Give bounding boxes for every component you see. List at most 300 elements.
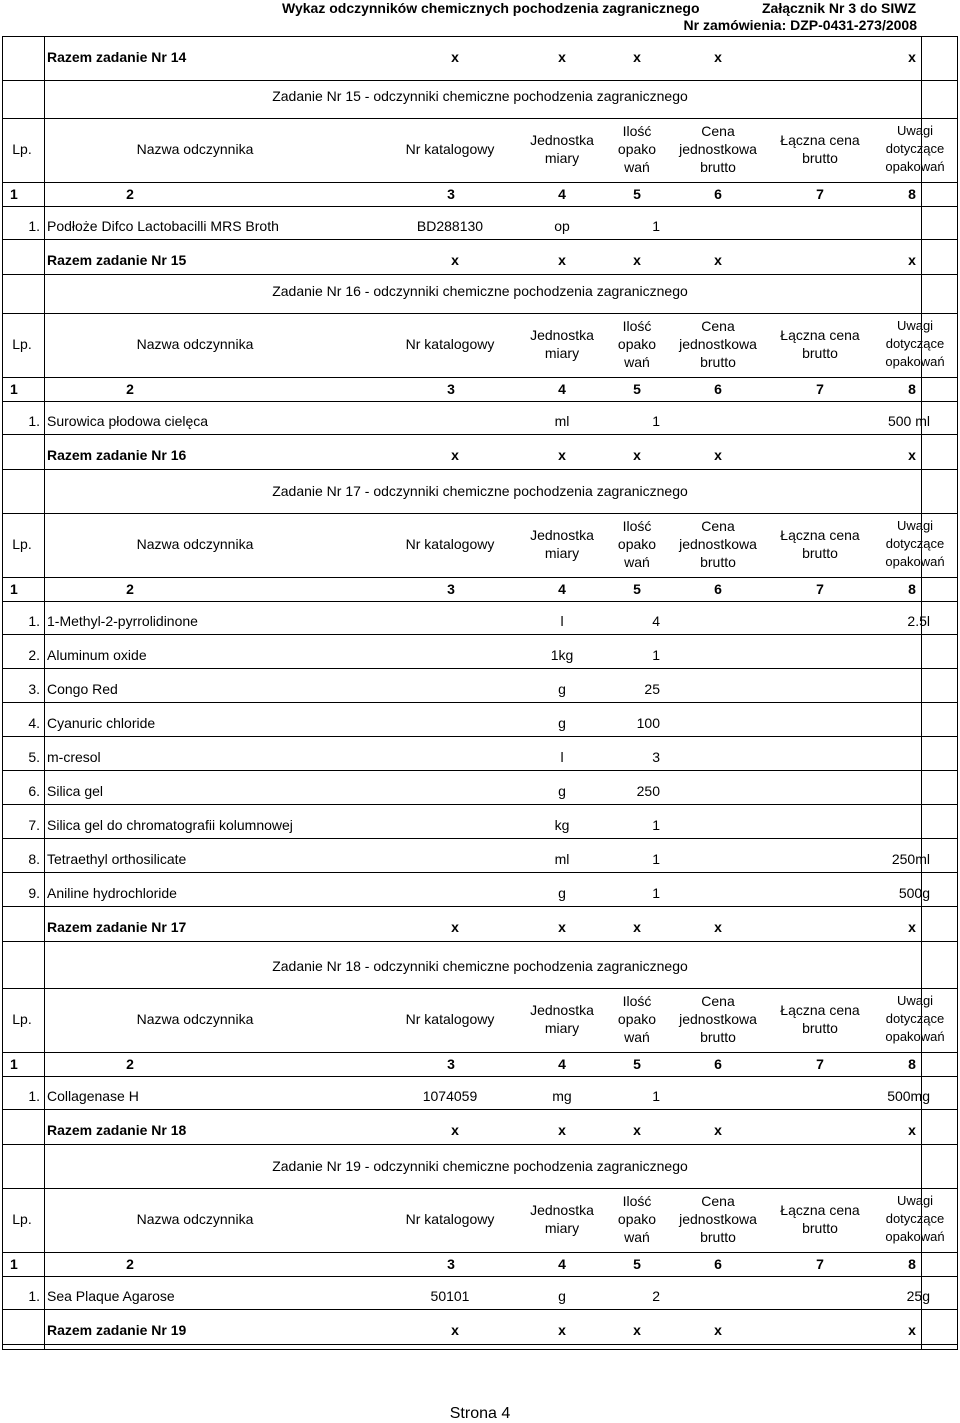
header-catalog-line: Nr katalogowy: [405, 536, 495, 552]
header-notes-line: Uwagi: [896, 318, 934, 333]
page-number: Strona 4: [449, 1405, 511, 1422]
header-notes: [870, 317, 960, 371]
header-lp-line: Lp.: [12, 536, 32, 552]
total-mark: x: [451, 1322, 459, 1338]
header-price-line: jednostkowa: [679, 536, 757, 552]
column-number: 2: [126, 381, 134, 397]
item-lp: 5.: [28, 749, 40, 765]
total-mark: x: [633, 252, 641, 268]
header-lp-line: Lp.: [12, 1011, 32, 1027]
item-notes: 500mg: [887, 1088, 930, 1104]
column-number: 7: [816, 581, 824, 597]
column-number: 5: [633, 1056, 641, 1072]
header-lp: [2, 140, 42, 158]
row-divider: [2, 182, 958, 183]
item-unit: ml: [554, 413, 570, 429]
total-mark: x: [908, 447, 916, 463]
item-lp: 7.: [28, 817, 40, 833]
row-divider: [2, 1052, 958, 1053]
row-divider: [2, 838, 958, 839]
item-qty: 1: [652, 817, 660, 833]
row-divider: [2, 313, 958, 314]
column-number: 5: [633, 1256, 641, 1272]
header-catalog: [390, 1210, 510, 1228]
header-unit-line: miary: [544, 345, 580, 361]
column-number: 2: [126, 1256, 134, 1272]
header-name-line: Nazwa odczynnika: [136, 141, 254, 157]
header-qty-line: Ilość: [622, 318, 652, 334]
header-catalog-line: Nr katalogowy: [405, 1011, 495, 1027]
item-name: Congo Red: [47, 681, 118, 697]
header-name: [100, 1010, 290, 1028]
row-divider: [2, 401, 958, 402]
column-number: 6: [714, 1056, 722, 1072]
header-total-line: Łączna cena: [780, 527, 860, 543]
row-divider: [2, 988, 958, 989]
header-price: [668, 517, 768, 571]
column-number: 8: [908, 581, 916, 597]
header-notes-line: Uwagi: [896, 1193, 934, 1208]
order-number: Nr zamówienia: DZP-0431-273/2008: [683, 17, 917, 33]
header-notes-line: opakowań: [885, 1229, 945, 1244]
total-label: Razem zadanie Nr 17: [47, 919, 187, 935]
column-number: 3: [447, 1056, 455, 1072]
header-unit: [512, 1201, 612, 1237]
section-title: Zadanie Nr 16 - odczynniki chemiczne pochodzenia zagranicznego: [272, 283, 688, 299]
item-name: Collagenase H: [47, 1088, 139, 1104]
item-qty: 25: [644, 681, 660, 697]
header-lp: [2, 1010, 42, 1028]
header-catalog: [390, 535, 510, 553]
header-notes-line: opakowań: [885, 159, 945, 174]
item-name: Silica gel: [47, 783, 104, 799]
item-lp: 1.: [28, 1288, 40, 1304]
document-title: Wykaz odczynników chemicznych pochodzenia zagranicznego: [282, 0, 700, 16]
row-divider: [2, 274, 958, 275]
column-number: 1: [10, 1256, 18, 1272]
header-price-line: brutto: [700, 1229, 736, 1245]
column-number: 3: [447, 581, 455, 597]
item-name: Sea Plaque Agarose: [47, 1288, 175, 1304]
row-divider: [2, 513, 958, 514]
row-divider: [2, 377, 958, 378]
column-number: 1: [10, 381, 18, 397]
header-price-line: brutto: [700, 554, 736, 570]
row-divider: [2, 872, 958, 873]
item-name: Tetraethyl orthosilicate: [47, 851, 187, 867]
header-price-line: brutto: [700, 159, 736, 175]
header-name: [100, 335, 290, 353]
row-divider: [2, 1144, 958, 1145]
header-total-line: brutto: [802, 345, 838, 361]
header-qty-line: opako: [617, 536, 657, 552]
section-title: Zadanie Nr 17 - odczynniki chemiczne pochodzenia zagranicznego: [272, 483, 688, 499]
column-header-row: [0, 1192, 960, 1246]
header-name-line: Nazwa odczynnika: [136, 336, 254, 352]
header-qty-line: Ilość: [622, 1193, 652, 1209]
item-catalog: 1074059: [422, 1088, 478, 1104]
item-unit: l: [560, 613, 564, 629]
header-unit: [512, 526, 612, 562]
header-unit: [512, 1001, 612, 1037]
column-number: 3: [447, 186, 455, 202]
header-unit-line: Jednostka: [530, 527, 594, 543]
column-number: 4: [558, 381, 566, 397]
total-mark: x: [633, 919, 641, 935]
header-price-line: jednostkowa: [679, 141, 757, 157]
total-mark: x: [714, 1322, 722, 1338]
header-notes: [870, 1192, 960, 1246]
column-number: 8: [908, 186, 916, 202]
item-unit: g: [558, 1288, 566, 1304]
item-qty: 1: [652, 218, 660, 234]
item-name: Silica gel do chromatografii kolumnowej: [47, 817, 293, 833]
header-qty-line: Ilość: [622, 518, 652, 534]
header-total: [762, 131, 878, 167]
total-label: Razem zadanie Nr 15: [47, 252, 187, 268]
column-header-row: [0, 992, 960, 1046]
header-unit-line: Jednostka: [530, 1202, 594, 1218]
header-unit-line: Jednostka: [530, 327, 594, 343]
header-price-line: brutto: [700, 354, 736, 370]
header-lp: [2, 535, 42, 553]
row-divider: [2, 941, 958, 942]
header-price-line: Cena: [701, 1193, 735, 1209]
row-divider: [2, 1109, 958, 1110]
header-notes-line: Uwagi: [896, 518, 934, 533]
header-catalog-line: Nr katalogowy: [405, 1211, 495, 1227]
row-divider: [2, 1276, 958, 1277]
column-number: 2: [126, 1056, 134, 1072]
header-notes-line: opakowań: [885, 1029, 945, 1044]
header-name-line: Nazwa odczynnika: [136, 536, 254, 552]
column-number: 4: [558, 186, 566, 202]
header-catalog: [390, 140, 510, 158]
column-number: 3: [447, 381, 455, 397]
item-lp: 6.: [28, 783, 40, 799]
header-price-line: Cena: [701, 318, 735, 334]
header-price: [668, 992, 768, 1046]
column-number: 8: [908, 1056, 916, 1072]
total-mark: x: [633, 1322, 641, 1338]
item-lp: 3.: [28, 681, 40, 697]
header-notes-line: dotyczące: [885, 536, 945, 551]
total-mark: x: [558, 447, 566, 463]
total-mark: x: [714, 919, 722, 935]
header-unit-line: miary: [544, 545, 580, 561]
header-name-line: Nazwa odczynnika: [136, 1211, 254, 1227]
item-name: m-cresol: [47, 749, 101, 765]
total-mark: x: [908, 1322, 916, 1338]
header-catalog-line: Nr katalogowy: [405, 336, 495, 352]
total-mark: x: [908, 919, 916, 935]
item-lp: 1.: [28, 413, 40, 429]
column-number: 8: [908, 381, 916, 397]
header-name: [100, 535, 290, 553]
total-mark: x: [633, 49, 641, 65]
header-price-line: Cena: [701, 123, 735, 139]
item-lp: 2.: [28, 647, 40, 663]
column-number: 6: [714, 381, 722, 397]
item-qty: 1: [652, 1088, 660, 1104]
header-qty-line: wań: [624, 554, 650, 570]
section-title: Zadanie Nr 18 - odczynniki chemiczne pochodzenia zagranicznego: [272, 958, 688, 974]
header-lp-line: Lp.: [12, 336, 32, 352]
total-mark: x: [558, 49, 566, 65]
total-mark: x: [714, 49, 722, 65]
header-qty-line: Ilość: [622, 123, 652, 139]
section-title: Zadanie Nr 15 - odczynniki chemiczne pochodzenia zagranicznego: [272, 88, 688, 104]
item-name: Aniline hydrochloride: [47, 885, 177, 901]
item-lp: 8.: [28, 851, 40, 867]
header-total-line: brutto: [802, 150, 838, 166]
row-divider: [2, 736, 958, 737]
item-unit: g: [558, 715, 566, 731]
header-total: [762, 326, 878, 362]
item-name: Aluminum oxide: [47, 647, 147, 663]
header-unit: [512, 326, 612, 362]
header-name: [100, 140, 290, 158]
header-qty-line: opako: [617, 1211, 657, 1227]
item-unit: g: [558, 783, 566, 799]
column-number: 1: [10, 1056, 18, 1072]
header-price-line: jednostkowa: [679, 1211, 757, 1227]
item-lp: 1.: [28, 1088, 40, 1104]
column-number: 1: [10, 186, 18, 202]
section-title: Zadanie Nr 19 - odczynniki chemiczne pochodzenia zagranicznego: [272, 1158, 688, 1174]
header-name: [100, 1210, 290, 1228]
row-divider: [2, 1344, 958, 1345]
column-number: 4: [558, 1056, 566, 1072]
column-header-row: [0, 122, 960, 176]
header-qty: [600, 122, 674, 176]
total-mark: x: [633, 1122, 641, 1138]
column-number: 2: [126, 581, 134, 597]
header-total-line: Łączna cena: [780, 1002, 860, 1018]
column-number: 5: [633, 186, 641, 202]
header-price-line: jednostkowa: [679, 336, 757, 352]
header-total-line: Łączna cena: [780, 1202, 860, 1218]
header-total-line: brutto: [802, 1220, 838, 1236]
header-qty: [600, 517, 674, 571]
row-divider: [2, 668, 958, 669]
header-unit-line: Jednostka: [530, 1002, 594, 1018]
header-qty-line: opako: [617, 1011, 657, 1027]
header-catalog: [390, 1010, 510, 1028]
column-number: 7: [816, 381, 824, 397]
row-divider: [2, 1252, 958, 1253]
header-notes-line: dotyczące: [885, 336, 945, 351]
item-qty: 1: [652, 851, 660, 867]
item-qty: 1: [652, 885, 660, 901]
item-unit: kg: [554, 817, 570, 833]
attachment-label: Załącznik Nr 3 do SIWZ: [762, 0, 917, 16]
header-lp: [2, 1210, 42, 1228]
header-total-line: brutto: [802, 1020, 838, 1036]
header-lp-line: Lp.: [12, 141, 32, 157]
column-number: 7: [816, 186, 824, 202]
header-notes: [870, 122, 960, 176]
item-qty: 1: [652, 413, 660, 429]
row-divider: [2, 1076, 958, 1077]
header-unit-line: Jednostka: [530, 132, 594, 148]
column-number: 4: [558, 581, 566, 597]
column-number: 1: [10, 581, 18, 597]
total-mark: x: [558, 252, 566, 268]
column-number: 6: [714, 1256, 722, 1272]
item-lp: 1.: [28, 218, 40, 234]
header-notes-line: opakowań: [885, 354, 945, 369]
item-catalog: 50101: [430, 1288, 470, 1304]
item-unit: mg: [552, 1088, 572, 1104]
item-qty: 2: [652, 1288, 660, 1304]
item-lp: 4.: [28, 715, 40, 731]
total-mark: x: [558, 919, 566, 935]
total-mark: x: [451, 919, 459, 935]
total-mark: x: [451, 1122, 459, 1138]
column-number: 7: [816, 1256, 824, 1272]
column-number: 6: [714, 186, 722, 202]
header-catalog-line: Nr katalogowy: [405, 141, 495, 157]
header-qty-line: opako: [617, 336, 657, 352]
item-unit: g: [558, 681, 566, 697]
item-qty: 250: [636, 783, 660, 799]
column-number: 2: [126, 186, 134, 202]
total-mark: x: [908, 252, 916, 268]
item-qty: 100: [636, 715, 660, 731]
header-notes: [870, 517, 960, 571]
total-mark: x: [451, 49, 459, 65]
row-divider: [2, 577, 958, 578]
column-number: 3: [447, 1256, 455, 1272]
item-notes: 25g: [906, 1288, 930, 1304]
column-number: 4: [558, 1256, 566, 1272]
header-price-line: Cena: [701, 518, 735, 534]
header-catalog: [390, 335, 510, 353]
header-price-line: jednostkowa: [679, 1011, 757, 1027]
item-lp: 9.: [28, 885, 40, 901]
header-notes-line: dotyczące: [885, 1211, 945, 1226]
total-label: Razem zadanie Nr 19: [47, 1322, 187, 1338]
header-notes-line: Uwagi: [896, 123, 934, 138]
row-divider: [2, 469, 958, 470]
header-qty-line: wań: [624, 1229, 650, 1245]
header-qty: [600, 992, 674, 1046]
total-mark: x: [714, 447, 722, 463]
row-divider: [2, 634, 958, 635]
header-notes-line: dotyczące: [885, 141, 945, 156]
total-mark: x: [633, 447, 641, 463]
header-price: [668, 122, 768, 176]
item-notes: 500 ml: [887, 413, 930, 429]
header-lp-line: Lp.: [12, 1211, 32, 1227]
header-qty-line: wań: [624, 354, 650, 370]
header-price-line: brutto: [700, 1029, 736, 1045]
item-unit: l: [560, 749, 564, 765]
row-divider: [2, 118, 958, 119]
header-total: [762, 526, 878, 562]
header-unit-line: miary: [544, 1220, 580, 1236]
row-divider: [2, 1309, 958, 1310]
header-notes-line: opakowań: [885, 554, 945, 569]
total-label: Razem zadanie Nr 14: [47, 49, 187, 65]
total-mark: x: [451, 252, 459, 268]
row-divider: [2, 239, 958, 240]
header-qty-line: Ilość: [622, 993, 652, 1009]
column-number: 8: [908, 1256, 916, 1272]
header-price: [668, 317, 768, 371]
header-notes: [870, 992, 960, 1046]
row-divider: [2, 770, 958, 771]
row-divider: [2, 206, 958, 207]
column-number: 5: [633, 581, 641, 597]
item-notes: 250ml: [891, 851, 930, 867]
column-number: 6: [714, 581, 722, 597]
column-header-row: [0, 317, 960, 371]
header-price-line: Cena: [701, 993, 735, 1009]
item-name: Cyanuric chloride: [47, 715, 156, 731]
total-mark: x: [451, 447, 459, 463]
row-divider: [2, 80, 958, 81]
item-notes: 500g: [898, 885, 930, 901]
header-total-line: brutto: [802, 545, 838, 561]
header-qty: [600, 1192, 674, 1246]
header-notes-line: Uwagi: [896, 993, 934, 1008]
total-mark: x: [558, 1122, 566, 1138]
total-label: Razem zadanie Nr 16: [47, 447, 187, 463]
header-notes-line: dotyczące: [885, 1011, 945, 1026]
header-name-line: Nazwa odczynnika: [136, 1011, 254, 1027]
column-number: 7: [816, 1056, 824, 1072]
header-unit: [512, 131, 612, 167]
header-total: [762, 1001, 878, 1037]
row-divider: [2, 434, 958, 435]
total-mark: x: [714, 1122, 722, 1138]
total-mark: x: [714, 252, 722, 268]
column-header-row: [0, 517, 960, 571]
row-divider: [2, 702, 958, 703]
total-mark: x: [908, 1122, 916, 1138]
total-label: Razem zadanie Nr 18: [47, 1122, 187, 1138]
item-qty: 1: [652, 647, 660, 663]
item-unit: 1kg: [550, 647, 574, 663]
header-qty-line: opako: [617, 141, 657, 157]
item-name: Surowica płodowa cielęca: [47, 413, 209, 429]
header-qty-line: wań: [624, 1029, 650, 1045]
item-unit: op: [554, 218, 570, 234]
header-total: [762, 1201, 878, 1237]
header-qty-line: wań: [624, 159, 650, 175]
header-total-line: Łączna cena: [780, 132, 860, 148]
item-name: 1-Methyl-2-pyrrolidinone: [47, 613, 198, 629]
row-divider: [2, 906, 958, 907]
item-notes: 2.5l: [907, 613, 930, 629]
row-divider: [2, 1188, 958, 1189]
header-qty: [600, 317, 674, 371]
column-number: 5: [633, 381, 641, 397]
header-lp: [2, 335, 42, 353]
item-qty: 3: [652, 749, 660, 765]
header-total-line: Łączna cena: [780, 327, 860, 343]
item-qty: 4: [652, 613, 660, 629]
item-lp: 1.: [28, 613, 40, 629]
header-unit-line: miary: [544, 150, 580, 166]
item-unit: ml: [554, 851, 570, 867]
header-price: [668, 1192, 768, 1246]
item-unit: g: [558, 885, 566, 901]
total-mark: x: [558, 1322, 566, 1338]
item-name: Podłoże Difco Lactobacilli MRS Broth: [47, 218, 279, 234]
